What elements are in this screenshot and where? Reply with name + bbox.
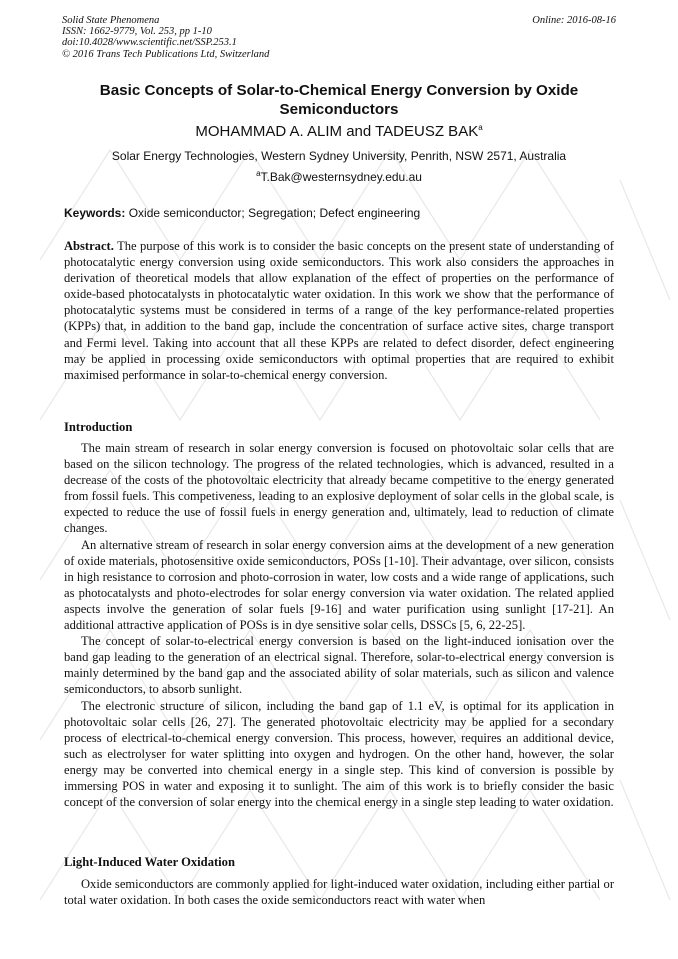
light-induced-body — [64, 876, 614, 908]
light-induced-paragraph: Oxide semiconductors are commonly applied for light-induced water oxidation, including either partial or total water oxidation. In both cases the oxide semiconductors react with water when — [64, 877, 614, 908]
email-line — [64, 170, 614, 185]
abstract — [64, 238, 614, 383]
keywords — [64, 206, 614, 221]
intro-paragraph-4: The electronic structure of silicon, including the band gap of 1.1 eV, is optimal for its application in photovoltaic solar cells [26, 27]. The generated photovoltaic electricity may be applied for a secondary process of electrical-to-chemical energy conversion. This process, however, requires an additional device, such as electrolyser for water splitting into oxygen and hydrogen. On the other hand, however, the solar energy may be converted into chemical energy in a single step. This kind of conversion is possible by immersing POS in water and exposing it to sunlight. The aim of this work is to briefly consider the basic concept of the conversion of solar energy into the chemical energy in a single step leading to water oxidation. — [64, 698, 614, 810]
online-date: Online: 2016-08-16 — [532, 15, 616, 26]
author-names: MOHAMMAD A. ALIM and TADEUSZ BAK — [195, 123, 479, 140]
introduction-heading: Introduction — [64, 420, 133, 434]
paper-title: Basic Concepts of Solar-to-Chemical Energy Conversion by Oxide Semiconductors — [99, 82, 579, 118]
email-address[interactable]: T.Bak@westernsydney.edu.au — [260, 170, 422, 184]
abstract-text: The purpose of this work is to consider the basic concepts on the present state of understanding of photocatalytic energy conversion using oxide semiconductors. This work also considers the approaches in derivation of theoretical models that allow explanation of the effect of properties on the performance of oxide-based photocatalysts in photocatalytic water oxidation. In this work we show that the performance of photocatalytic systems must be considered in terms of a range of the key performance-related properties (KPPs) that, in addition to the band gap, include the concentration of surface active sites, charge transport and Fermi level. Taking into account that all these KPPs are related to defect disorder, defect engineering may be applied in processing oxide semiconductors with optimal properties that are required to exhibit maximised performance in solar-to-chemical energy conversion. — [64, 239, 614, 382]
affiliation: Solar Energy Technologies, Western Sydney University, Penrith, NSW 2571, Australia — [111, 149, 567, 163]
authors — [64, 123, 614, 141]
keywords-text: Oxide semiconductor; Segregation; Defect engineering — [128, 206, 421, 220]
author-affiliation-mark: a — [478, 123, 483, 132]
abstract-label: Abstract. — [64, 239, 114, 253]
keywords-label: Keywords: — [64, 206, 126, 220]
journal-doi[interactable]: doi:10.4028/www.scientific.net/SSP.253.1 — [62, 37, 237, 49]
journal-header — [62, 15, 616, 60]
journal-name: Solid State Phenomena — [62, 15, 160, 26]
intro-paragraph-3: The concept of solar-to-electrical energy conversion is based on the light-induced ionisation over the band gap leading to the generation of an electrical signal. Therefore, solar-to-electrical energy conversion is mainly determined by the band gap and the associated ability of solar materials, such as silicon and valence semiconductors, to absorb sunlight. — [64, 634, 614, 697]
journal-copyright: © 2016 Trans Tech Publications Ltd, Switzerland — [62, 48, 270, 60]
intro-paragraph-2: An alternative stream of research in solar energy conversion aims at the development of a new generation of oxide materials, photosensitive oxide semiconductors, POSs [1-10]. Their advantage, over silicon, consists in high resistance to corrosion and photo-corrosion in water, low costs and a wide range of applications, such as photocatalysts and photo-electrodes for solar energy conversion via water oxidation. The related applied aspects involve the generation of solar fuels [9-16] and water purification using sunlight [17-21]. An additional attractive application of POSs is in dye sensitive solar cells, DSSCs [5, 6, 22-25]. — [64, 537, 614, 633]
light-induced-heading: Light-Induced Water Oxidation — [64, 855, 235, 869]
journal-issn: ISSN: 1662-9779, Vol. 253, pp 1-10 — [62, 26, 212, 38]
email-affiliation-mark: a — [256, 169, 261, 178]
introduction-body — [64, 440, 614, 810]
intro-paragraph-1: The main stream of research in solar energy conversion is focused on photovoltaic solar cells that are based on the silicon technology. The progress of the related technologies, which is advanced, resulted in a decrease of the costs of the photovoltaic electricity that already became competitive to the energy generated from fossil fuels. This competiveness, leading to an explosive deployment of solar cells in the global scale, is expected to reduce the use of fossil fuels in energy generation and, ultimately, lead to reduction of climate changes. — [64, 441, 614, 536]
